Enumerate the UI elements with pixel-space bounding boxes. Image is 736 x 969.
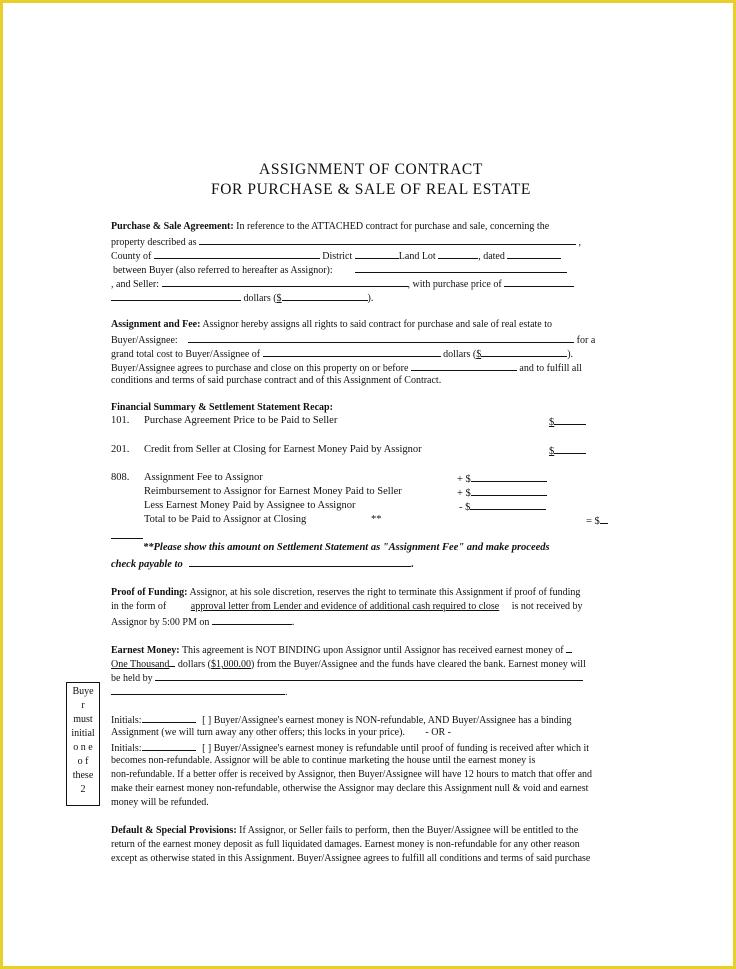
fin-row-808-c-amount: - $ [459,500,546,514]
initials-refundable-field[interactable] [142,741,196,751]
fin-row-201-text: Credit from Seller at Closing for Earnest Money Paid by Assignor [144,444,422,455]
fin-row-101-amount: $ [549,415,586,429]
fin-row-808-d-stars: ** [371,514,382,525]
fin-row-808-b: Reimbursement to Assignor for Earnest Money Paid to Seller [144,486,402,497]
fin-row-808-b-amount: + $ [457,486,547,500]
less-earnest-field[interactable] [470,500,546,510]
purchase-line-5: , and Seller: , with purchase price of [111,277,574,291]
earnest-credit-field[interactable] [554,444,586,454]
initials-line-4: becomes non-refundable. Assignor will be able to continue marketing the house until the earnest money is [111,755,536,766]
initials-line-6: make their earnest money non-refundable, otherwise the Assignor may declare this Assignment null & void and earnest [111,783,589,794]
assignment-fee-field[interactable] [471,472,547,482]
proof-heading: Proof of Funding: [111,587,188,598]
assignment-line-5: conditions and terms of said purchase contract and of this Assignment of Contract. [111,375,442,386]
grand-total-amount-field[interactable] [481,347,567,357]
property-description-field[interactable] [199,235,576,245]
buyer-initial-notice-box: Buye r must initial o n e o f these 2 [66,682,100,806]
purchase-price-field[interactable] [504,277,574,287]
fin-row-101-text: Purchase Agreement Price to be Paid to Seller [144,415,338,426]
purchase-line-3: County of District Land Lot , dated [111,249,561,263]
assignment-line-3: grand total cost to Buyer/Assignee of dollars ($ ). [111,349,574,360]
document-title-line2: FOR PURCHASE & SALE OF REAL ESTATE [210,181,531,198]
earnest-amount-figure: $1,000.00 [210,659,251,670]
dated-field[interactable] [507,249,561,259]
initials-line-5: non-refundable. If a better offer is received by Assignor, then Buyer/Assignee will have 12 hours to match that offer and [111,769,593,780]
purchase-line-1: Purchase & Sale Agreement: In reference to the ATTACHED contract for purchase and sale, concerning the [111,221,550,232]
default-line-2: return of the earnest money deposit as full liquidated damages. Earnest money is non-refundable for any other reason [111,839,580,850]
initials-line-2: Assignment (we will turn away any other offers; this locks in your price). - OR - [111,727,451,738]
buyer-assignee-field[interactable] [188,333,574,343]
check-payable-field[interactable] [189,557,411,567]
reimbursement-field[interactable] [471,486,547,496]
earnest-amount-prefix-field[interactable] [566,643,572,653]
seller-field[interactable] [162,277,408,287]
assignment-line-1: Assignment and Fee: Assignor hereby assigns all rights to said contract for purchase and sale of real estate to [111,319,553,330]
earnest-line-3: be held by [111,671,583,685]
fin-row-808-a-amount: + $ [457,472,547,486]
fin-row-808-d: Total to be Paid to Assignor at Closing [144,514,307,525]
document-title-line1: ASSIGNMENT OF CONTRACT [259,161,483,178]
county-field[interactable] [154,249,320,259]
fin-row-201-amount: $ [549,444,586,458]
fin-row-201-num: 201. [111,444,130,455]
fin-row-808-a: Assignment Fee to Assignor [144,472,263,483]
fin-row-808-d-total: = $ [586,514,608,528]
assignment-line-2: Buyer/Assignee: for a [111,335,596,346]
purchase-line-4: between Buyer (also referred to hereafter as Assignor): [113,263,567,277]
earnest-held-by-field-2[interactable] [111,685,285,695]
district-field[interactable] [355,249,399,259]
closing-date-field[interactable] [411,361,517,371]
earnest-line-4: . [111,685,288,699]
assignment-line-4: Buyer/Assignee agrees to purchase and close on this property on or before and to fulfill all [111,363,582,374]
initials-line-1: Initials: [ ] Buyer/Assignee's earnest money is NON-refundable, AND Buyer/Assignee has a binding [111,715,572,726]
grand-total-words-field[interactable] [263,347,441,357]
initials-line-7: money will be refunded. [111,797,209,808]
purchase-heading: Purchase & Sale Agreement: [111,221,234,232]
purchase-line-6: dollars ($ ). [111,291,373,305]
land-lot-field[interactable] [438,249,478,259]
earnest-line-2: One Thousand dollars ($1,000.00) from the Buyer/Assignee and the funds have cleared the bank. Earnest money will [111,659,586,670]
proof-deadline-field[interactable] [212,615,292,625]
total-to-assignor-field[interactable] [600,514,608,524]
default-heading: Default & Special Provisions: [111,825,237,836]
footnote-line-1: **Please show this amount on Settlement Statement as "Assignment Fee" and make proceeds [143,542,550,553]
earnest-held-by-field[interactable] [155,671,583,681]
assignment-heading: Assignment and Fee: [111,319,201,330]
proof-line-3: Assignor by 5:00 PM on . [111,617,295,628]
nonrefundable-checkbox[interactable]: [ ] Buyer/Assignee's earnest money is NON-refundable, AND Buyer/Assignee has a binding [202,715,572,726]
footnote-divider [111,538,143,539]
proof-form-field[interactable]: approval letter from Lender and evidence of additional cash required to close [190,601,500,612]
default-line-1: Default & Special Provisions: If Assignor, or Seller fails to perform, then the Buyer/Assignee will be entitled to the [111,825,579,836]
footnote-line-2: check payable to . [111,559,414,570]
fin-row-101: 101. [111,415,130,426]
refundable-checkbox[interactable]: [ ] Buyer/Assignee's earnest money is refundable until proof of funding is received after which it [202,743,590,754]
fin-row-808-num: 808. [111,472,130,483]
fin-row-808-c: Less Earnest Money Paid by Assignee to Assignor [144,500,356,511]
purchase-price-recap-field[interactable] [554,415,586,425]
buyer-assignor-field[interactable] [355,263,567,273]
initials-line-3: Initials: [ ] Buyer/Assignee's earnest money is refundable until proof of funding is received after which it [111,743,590,754]
earnest-line-1: Earnest Money: This agreement is NOT BINDING upon Assignor until Assignor has received earnest money of [111,643,572,657]
initials-nonrefundable-field[interactable] [142,713,196,723]
price-amount-field[interactable] [282,291,368,301]
purchase-line-2: property described as , [111,237,582,248]
default-line-3: except as otherwise stated in this Assignment. Buyer/Assignee agrees to fulfill all conditions and terms of said purchase [111,853,591,864]
earnest-heading: Earnest Money: [111,645,180,656]
or-separator: - OR - [425,727,451,738]
proof-line-1: Proof of Funding: Assignor, at his sole discretion, reserves the right to terminate this Assignment if proof of funding [111,587,581,598]
financial-heading: Financial Summary & Settlement Statement Recap: [111,402,333,413]
earnest-amount-words: One Thousand [111,659,170,670]
proof-line-2: in the form of approval letter from Lender and evidence of additional cash required to close is not received by [111,601,583,612]
price-words-field[interactable] [111,291,241,301]
